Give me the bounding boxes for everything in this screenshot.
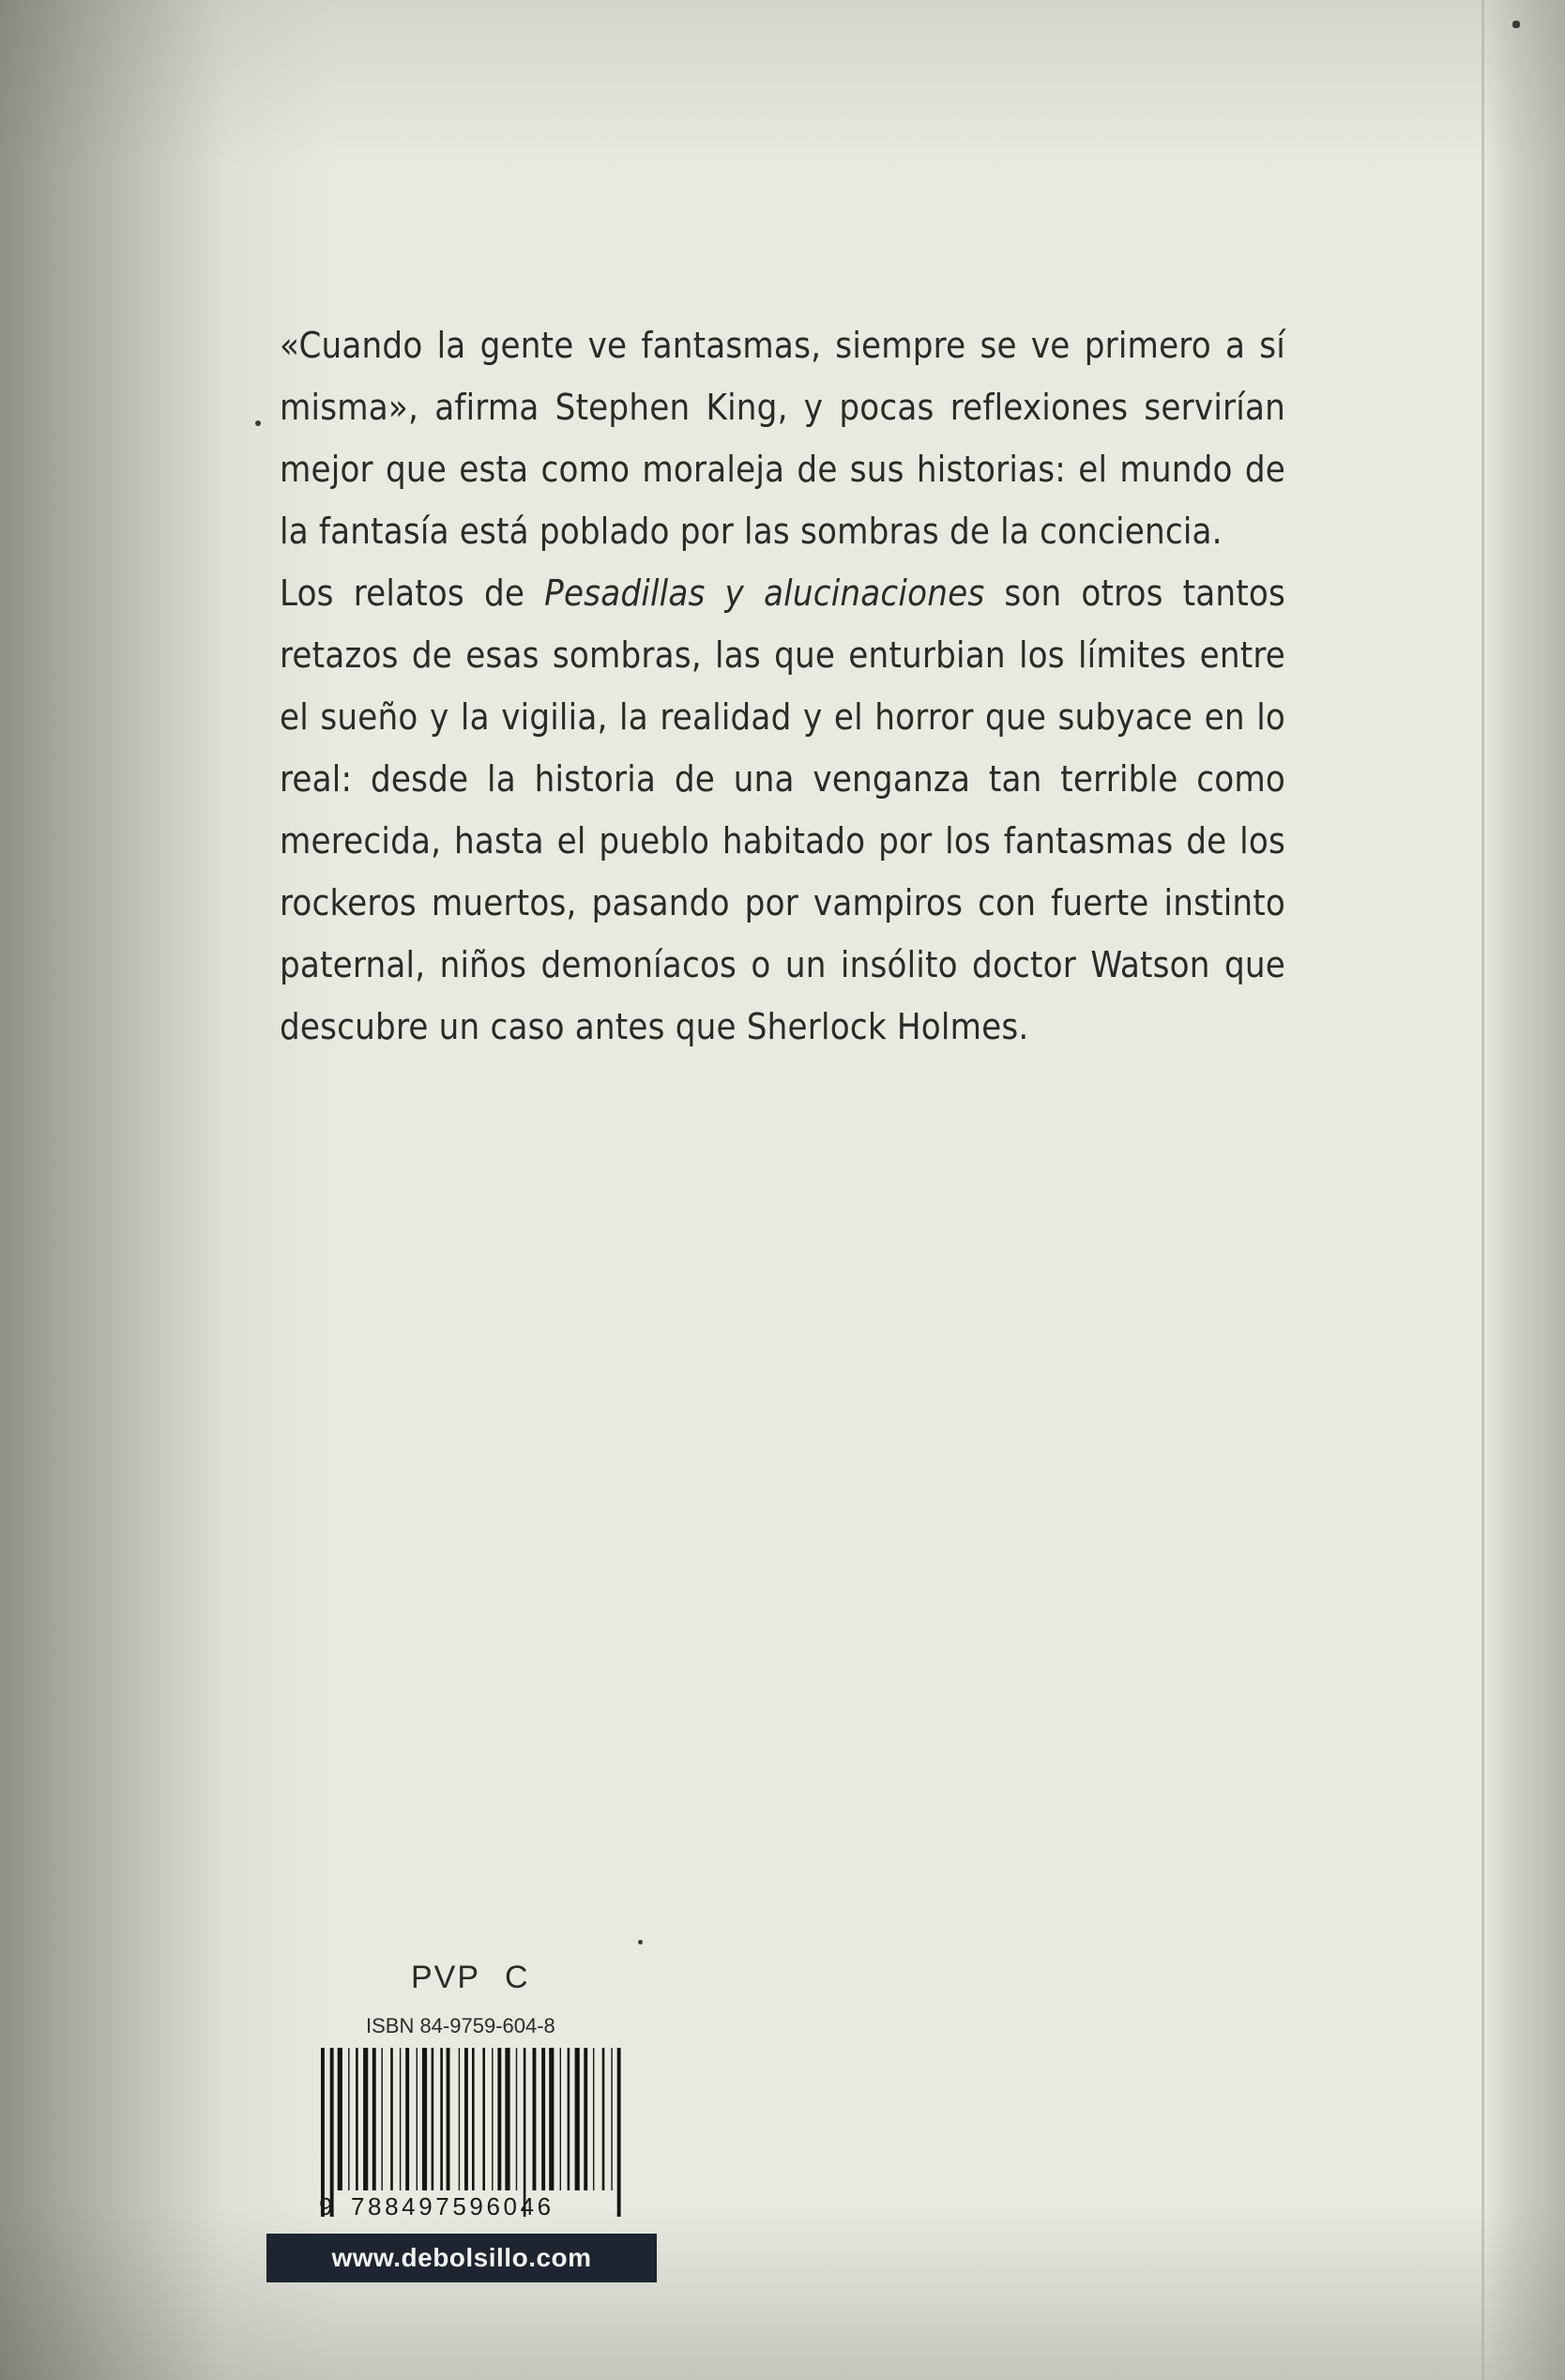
barcode-bar [447,2048,450,2190]
barcode-bar [432,2048,434,2190]
paper-speck [638,1940,643,1945]
price-label: PVP [411,1960,481,1995]
barcode-bar [472,2048,475,2190]
barcode-bar [497,2048,501,2190]
barcode-bar [541,2048,545,2190]
book-title-italic: Pesadillas y alucinaciones [544,572,985,614]
barcode-bar [321,2048,325,2217]
paper-speck [255,420,261,426]
price-code [411,1960,530,1996]
barcode-bar [593,2048,594,2190]
paper-speck [1512,21,1520,28]
barcode-bar [516,2048,517,2190]
barcode-bar [338,2048,342,2190]
barcode-bar [372,2048,376,2190]
spine-crease [1481,0,1484,2380]
synopsis-p2-start: Los relatos de [280,572,545,614]
barcode-bar [330,2048,334,2217]
barcode-bar [348,2048,349,2190]
publisher-website: www.debolsillo.com [266,2234,657,2282]
isbn-text: ISBN 84-9759-604-8 [366,2014,555,2037]
spine-shadow [1481,0,1565,2380]
synopsis-paragraph-2 [280,562,1285,1058]
barcode-bar [560,2048,561,2190]
synopsis-paragraph-1: «Cuando la gente ve fantasmas, siempre se ve primero a sí misma», afirma Stephen King, y pocas reflexiones servirían mejor que esta como moraleja de sus historias: el mundo de la fantasía está poblado por las sombras de la conciencia. [280,325,1285,552]
barcode-bar [464,2048,468,2190]
barcode-bar [440,2048,443,2190]
synopsis-text [280,314,1285,1058]
barcode-bar [417,2048,418,2190]
barcode-bar [422,2048,427,2190]
barcode-bar [611,2048,612,2190]
barcode-bar [617,2048,621,2217]
barcode-bar [459,2048,460,2190]
barcode-first-digit: 9 [319,2192,333,2220]
barcode-bar [356,2048,358,2190]
price-category: C [505,1960,530,1995]
barcode-bar [505,2048,509,2190]
barcode-digits: 788497596046 [351,2192,555,2220]
barcode-bar [390,2048,393,2190]
barcode-bar [400,2048,401,2190]
barcode-bar [492,2048,493,2190]
barcode-bar [363,2048,368,2190]
barcode-bar [405,2048,409,2190]
barcode-bar [533,2048,537,2190]
barcode-bar [382,2048,383,2190]
barcode-bar [584,2048,587,2190]
barcode-bar [602,2048,605,2190]
barcode-bar [482,2048,485,2190]
barcode-bar [524,2048,526,2217]
barcode-bar [549,2048,554,2190]
barcode-bar [568,2048,570,2190]
synopsis-p2-end: son otros tantos retazos de esas sombras, las que enturbian los límites entre el sueño y la vigilia, la realidad y el horror que subyace en lo real: desde la historia de una venganza tan terrible como merecida, hasta el pueblo habitado por los fantasmas de los rockeros muertos, pasando por vampiros con fuerte instinto paternal, niños demoníacos o un insólito doctor Watson que descubre un caso antes que Sherlock Holmes. [280,572,1285,1047]
barcode-icon [319,2048,625,2217]
barcode-bar [575,2048,580,2190]
